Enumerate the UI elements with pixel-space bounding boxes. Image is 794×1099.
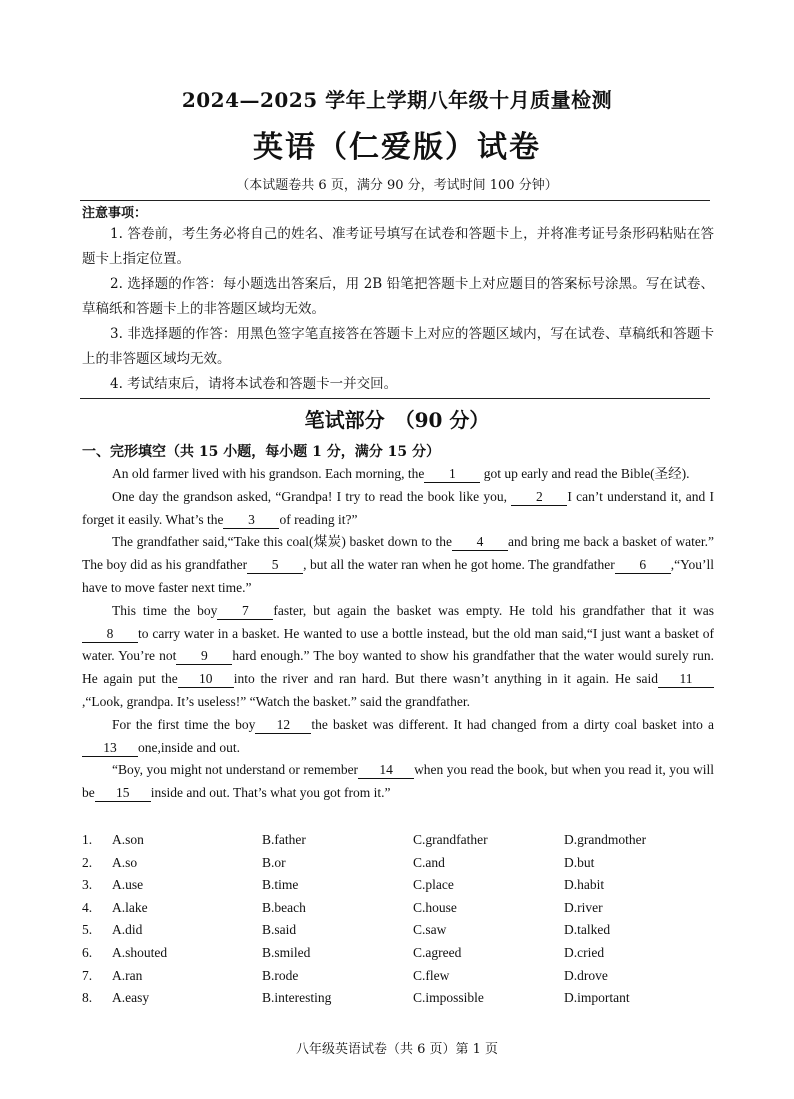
exam-header-title: 2024—2025 学年上学期八年级十月质量检测 bbox=[181, 88, 613, 112]
option-row: 5. A.did B.said C.saw D.talked bbox=[82, 922, 611, 938]
notice-item: 1. 答卷前，考生务必将自己的姓名、准考证号填写在试卷和答题卡上，并将准考证号条形码粘贴在答题卡上指定位置。 bbox=[82, 226, 714, 267]
blank-1: 1 bbox=[424, 466, 480, 483]
notice-title: 注意事项： bbox=[82, 206, 148, 221]
passage-paragraph: “Boy, you might not understand or remember 14 when you read the book, but when you read it, you will be 15 inside and out. That’s what you got from it.” bbox=[82, 762, 714, 801]
exam-main-title: 英语（仁爱版）试卷 bbox=[253, 130, 541, 165]
exam-subtitle: （本试题卷共 6 页，满分 90 分，考试时间 100 分钟） bbox=[236, 178, 558, 193]
notice-list bbox=[82, 222, 714, 397]
blank-15: 15 bbox=[95, 785, 151, 802]
passage-paragraph: For the first time the boy 12 the basket was different. It had changed from a dirty coal basket into a13 one,inside and out. bbox=[82, 714, 714, 760]
blank-7: 7 bbox=[217, 603, 273, 620]
passage-paragraph: One day the grandson asked, “Grandpa! I try to read the book like you, 2 I can’t understand it, and I forget it easily. What’s the 3 of reading it?” bbox=[82, 488, 714, 527]
blank-10: 10 bbox=[178, 671, 234, 688]
notice-item: 3. 非选择题的作答：用黑色签字笔直接答在答题卡上对应的答题区域内，写在试卷、草稿纸和答题卡上的非答题区域均无效。 bbox=[82, 326, 714, 367]
passage-paragraph: This time the boy 7 faster, but again the basket was empty. He told his grandfather that it was 8 to carry water in a basket. He wanted to use a bottle instead, but the old man said,“I just want a basket of water. You’re not 9 hard enough.” The boy wanted to show his grandfather that the water would surely run. He again put the 10 into the river and ran hard. But there wasn’t anything in it again. He said 11,“Look, grandpa. It’s useless!” “Watch the basket.” said the grandfather. bbox=[82, 602, 714, 709]
blank-13: 13 bbox=[82, 740, 138, 757]
passage-paragraph: An old farmer lived with his grandson. Each morning, the 1 got up early and read the Bible(圣经). bbox=[112, 466, 690, 481]
option-row: 3. A.use B.time C.place D.habit bbox=[82, 877, 605, 893]
blank-8: 8 bbox=[82, 626, 138, 643]
option-row: 1. A.son B.father C.grandfather D.grandmother bbox=[82, 832, 647, 847]
top-divider bbox=[80, 200, 710, 201]
blank-9: 9 bbox=[176, 648, 232, 665]
answer-options bbox=[82, 832, 722, 1013]
notice-item: 4. 考试结束后，请将本试卷和答题卡一并交回。 bbox=[110, 376, 398, 392]
section-title: 笔试部分 （90 分） bbox=[304, 408, 490, 432]
part-title: 一、完形填空（共 15 小题，每小题 1 分，满分 15 分） bbox=[82, 444, 440, 460]
blank-14: 14 bbox=[358, 762, 414, 779]
option-row: 2. A.so B.or C.and D.but bbox=[82, 854, 595, 870]
blank-12: 12 bbox=[255, 717, 311, 734]
blank-3: 3 bbox=[223, 512, 279, 529]
blank-4: 4 bbox=[452, 534, 508, 551]
blank-6: 6 bbox=[615, 557, 671, 574]
notice-item: 2. 选择题的作答：每小题选出答案后，用 2B 铅笔把答题卡上对应题目的答案标号涂黑。写在试卷、草稿纸和答题卡上的非答题区域均无效。 bbox=[82, 276, 714, 317]
blank-2: 2 bbox=[511, 489, 567, 506]
option-row: 7. A.ran B.rode C.flew D.drove bbox=[82, 967, 608, 983]
passage-paragraph: The grandfather said,“Take this coal(煤炭) basket down to the 4 and bring me back a basket of water.” The boy did as his grandfather 5 , but all the water ran when he got home. The grandfather 6 ,“You’ll have to move faster next time.” bbox=[82, 534, 715, 595]
option-row: 8. A.easy B.interesting C.impossible D.important bbox=[82, 990, 630, 1006]
notice-divider bbox=[80, 398, 710, 399]
option-row: 4. A.lake B.beach C.house D.river bbox=[82, 899, 603, 915]
option-row: 6. A.shouted B.smiled C.agreed D.cried bbox=[82, 944, 605, 960]
blank-5: 5 bbox=[247, 557, 303, 574]
blank-11: 11 bbox=[658, 671, 714, 688]
cloze-passage bbox=[82, 463, 714, 805]
page-footer: 八年级英语试卷（共 6 页）第 1 页 bbox=[295, 1042, 499, 1057]
